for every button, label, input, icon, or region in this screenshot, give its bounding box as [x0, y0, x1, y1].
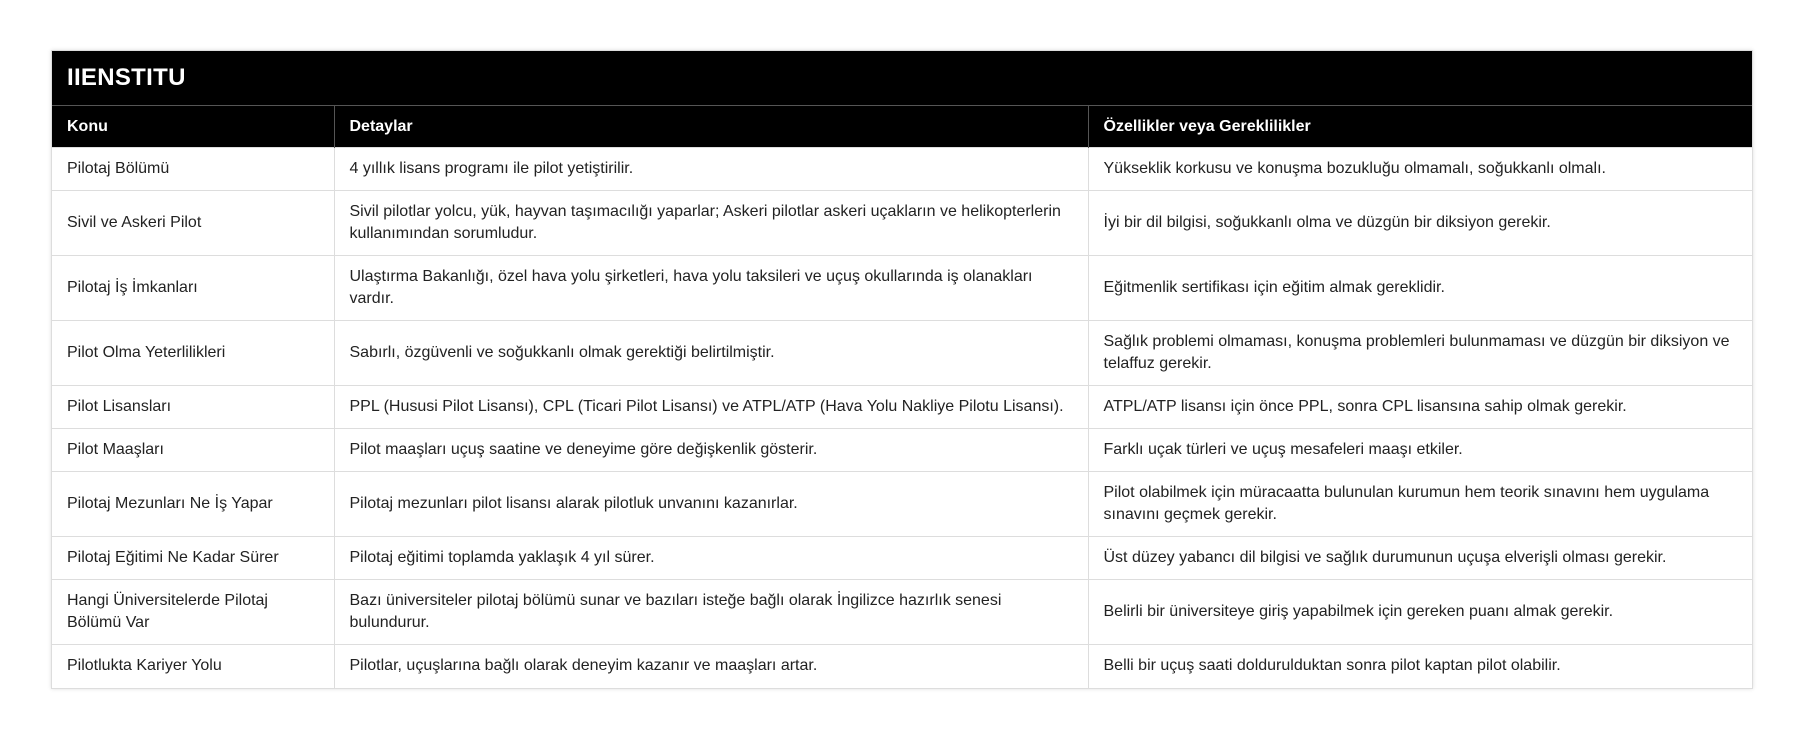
table-row — [52, 321, 1752, 386]
cell-requirements: Yükseklik korkusu ve konuşma bozukluğu olmamalı, soğukkanlı olmalı. — [1088, 148, 1752, 191]
cell-details: Bazı üniversiteler pilotaj bölümü sunar ve bazıları isteğe bağlı olarak İngilizce hazırlık senesi bulundurur. — [334, 580, 1088, 645]
table-header-row — [52, 106, 1752, 148]
table-row — [52, 386, 1752, 429]
cell-topic: Pilot Lisansları — [52, 386, 334, 429]
cell-requirements: ATPL/ATP lisansı için önce PPL, sonra CPL lisansına sahip olmak gerekir. — [1088, 386, 1752, 429]
cell-details: Sabırlı, özgüvenli ve soğukkanlı olmak gerektiği belirtilmiştir. — [334, 321, 1088, 386]
brand-title: IIENSTITU — [52, 51, 1752, 105]
cell-requirements: Pilot olabilmek için müracaatta bulunulan kurumun hem teorik sınavını hem uygulama sınavını geçmek gerekir. — [1088, 472, 1752, 537]
cell-topic: Pilotaj Mezunları Ne İş Yapar — [52, 472, 334, 537]
cell-details: Pilotlar, uçuşlarına bağlı olarak deneyim kazanır ve maaşları artar. — [334, 645, 1088, 688]
table-row — [52, 537, 1752, 580]
table-row — [52, 148, 1752, 191]
cell-topic: Pilotaj İş İmkanları — [52, 256, 334, 321]
cell-topic: Pilotaj Bölümü — [52, 148, 334, 191]
cell-topic: Pilotlukta Kariyer Yolu — [52, 645, 334, 688]
cell-requirements: Belirli bir üniversiteye giriş yapabilmek için gereken puanı almak gerekir. — [1088, 580, 1752, 645]
cell-requirements: Üst düzey yabancı dil bilgisi ve sağlık durumunun uçuşa elverişli olması gerekir. — [1088, 537, 1752, 580]
cell-details: Ulaştırma Bakanlığı, özel hava yolu şirketleri, hava yolu taksileri ve uçuş okullarında iş olanakları vardır. — [334, 256, 1088, 321]
table-row — [52, 580, 1752, 645]
cell-topic: Pilotaj Eğitimi Ne Kadar Sürer — [52, 537, 334, 580]
cell-requirements: Farklı uçak türleri ve uçuş mesafeleri maaşı etkiler. — [1088, 429, 1752, 472]
cell-details: Pilotaj mezunları pilot lisansı alarak pilotluk unvanını kazanırlar. — [334, 472, 1088, 537]
cell-requirements: Eğitmenlik sertifikası için eğitim almak gereklidir. — [1088, 256, 1752, 321]
table-row — [52, 645, 1752, 688]
cell-requirements: İyi bir dil bilgisi, soğukkanlı olma ve düzgün bir diksiyon gerekir. — [1088, 191, 1752, 256]
cell-details: 4 yıllık lisans programı ile pilot yetiştirilir. — [334, 148, 1088, 191]
info-table-card — [51, 50, 1753, 689]
table-row — [52, 191, 1752, 256]
info-table — [52, 105, 1752, 688]
cell-requirements: Sağlık problemi olmaması, konuşma problemleri bulunmaması ve düzgün bir diksiyon ve telaffuz gerekir. — [1088, 321, 1752, 386]
cell-topic: Sivil ve Askeri Pilot — [52, 191, 334, 256]
column-header-topic: Konu — [52, 106, 334, 148]
table-row — [52, 472, 1752, 537]
cell-requirements: Belli bir uçuş saati doldurulduktan sonra pilot kaptan pilot olabilir. — [1088, 645, 1752, 688]
column-header-details: Detaylar — [334, 106, 1088, 148]
cell-details: Sivil pilotlar yolcu, yük, hayvan taşımacılığı yaparlar; Askeri pilotlar askeri uçakların ve helikopterlerin kullanımından sorumludur. — [334, 191, 1088, 256]
cell-details: Pilot maaşları uçuş saatine ve deneyime göre değişkenlik gösterir. — [334, 429, 1088, 472]
cell-details: PPL (Hususi Pilot Lisansı), CPL (Ticari Pilot Lisansı) ve ATPL/ATP (Hava Yolu Nakliye Pilotu Lisansı). — [334, 386, 1088, 429]
table-row — [52, 429, 1752, 472]
table-row — [52, 256, 1752, 321]
column-header-requirements: Özellikler veya Gereklilikler — [1088, 106, 1752, 148]
cell-details: Pilotaj eğitimi toplamda yaklaşık 4 yıl sürer. — [334, 537, 1088, 580]
cell-topic: Hangi Üniversitelerde Pilotaj Bölümü Var — [52, 580, 334, 645]
cell-topic: Pilot Olma Yeterlilikleri — [52, 321, 334, 386]
cell-topic: Pilot Maaşları — [52, 429, 334, 472]
